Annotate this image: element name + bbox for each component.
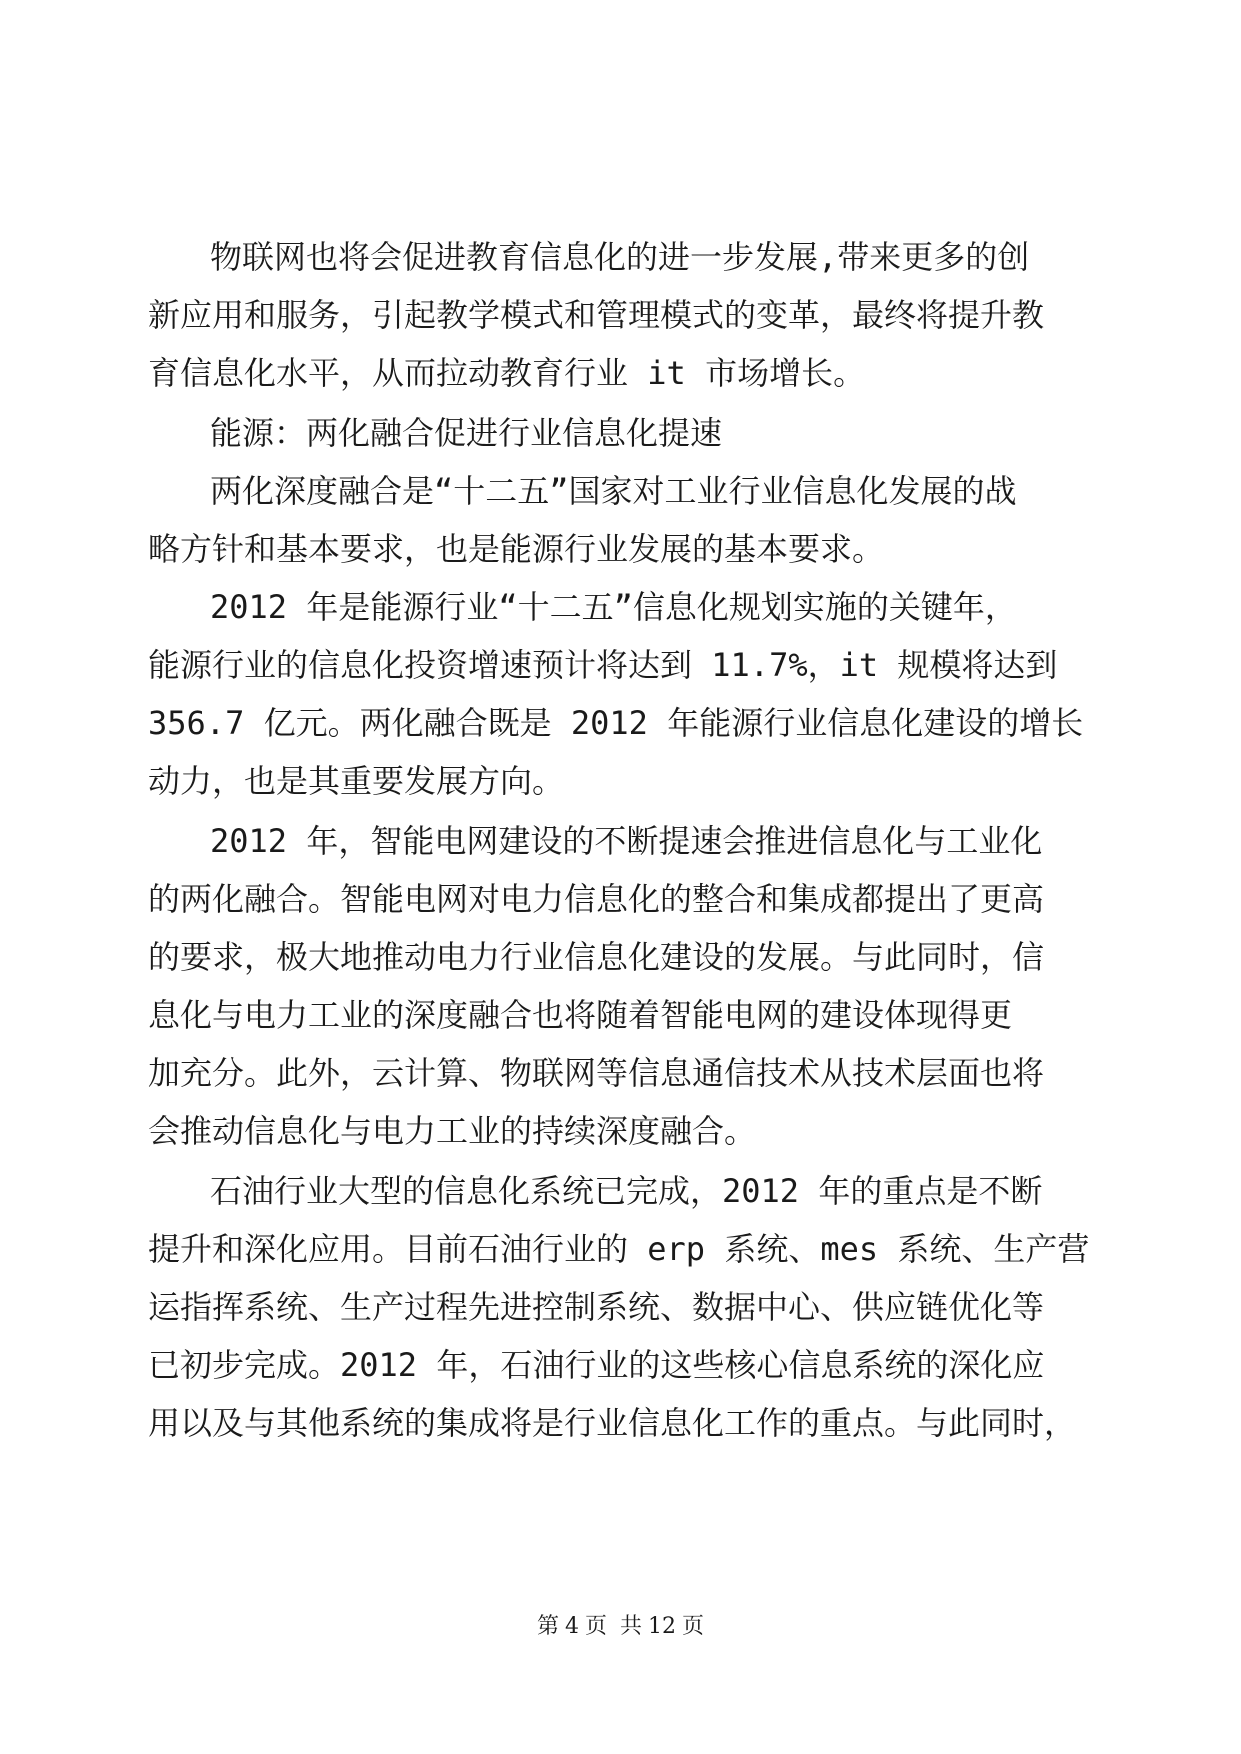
- paragraph-line: 已初步完成。2012 年，石油行业的这些核心信息系统的深化应: [148, 1346, 1045, 1384]
- paragraph-line: 356.7 亿元。两化融合既是 2012 年能源行业信息化建设的增长: [148, 704, 1084, 742]
- paragraph-line: 新应用和服务，引起教学模式和管理模式的变革，最终将提升教: [148, 296, 1045, 334]
- paragraph-line: 用以及与其他系统的集成将是行业信息化工作的重点。与此同时，: [148, 1404, 1077, 1442]
- paragraph-line: 能源行业的信息化投资增速预计将达到 11.7%，it 规模将达到: [148, 646, 1058, 684]
- paragraph-line: 动力，也是其重要发展方向。: [148, 762, 565, 800]
- page-prefix: 第: [536, 1614, 559, 1639]
- paragraph-line: 运指挥系统、生产过程先进控制系统、数据中心、供应链优化等: [148, 1288, 1045, 1326]
- paragraph-line: 的要求，极大地推动电力行业信息化建设的发展。与此同时，信: [148, 938, 1045, 976]
- total-prefix: 共: [620, 1614, 643, 1639]
- paragraph-line: 略方针和基本要求，也是能源行业发展的基本要求。: [148, 530, 885, 568]
- paragraph-line: 息化与电力工业的深度融合也将随着智能电网的建设体现得更: [148, 996, 1013, 1034]
- paragraph-line: 提升和深化应用。目前石油行业的 erp 系统、mes 系统、生产营: [148, 1230, 1090, 1268]
- total-label: 页: [682, 1614, 705, 1639]
- paragraph-line: 2012 年是能源行业“十二五”信息化规划实施的关键年，: [210, 588, 1017, 626]
- total-pages: 12: [648, 1614, 677, 1639]
- paragraph-line: 石油行业大型的信息化系统已完成，2012 年的重点是不断: [210, 1172, 1043, 1210]
- paragraph-line: 2012 年，智能电网建设的不断提速会推进信息化与工业化: [210, 822, 1043, 860]
- paragraph-line: 会推动信息化与电力工业的持续深度融合。: [148, 1112, 757, 1150]
- page-footer: [0, 1612, 1241, 1642]
- page-label: 页: [584, 1614, 607, 1639]
- page-number: 4: [564, 1614, 579, 1639]
- section-heading: 能源：两化融合促进行业信息化提速: [210, 414, 723, 452]
- paragraph-line: 的两化融合。智能电网对电力信息化的整合和集成都提出了更高: [148, 880, 1045, 918]
- paragraph-line: 两化深度融合是“十二五”国家对工业行业信息化发展的战: [210, 472, 1017, 510]
- paragraph-line: 加充分。此外，云计算、物联网等信息通信技术从技术层面也将: [148, 1054, 1045, 1092]
- paragraph-line: 物联网也将会促进教育信息化的进一步发展,带来更多的创: [210, 238, 1030, 276]
- paragraph-line: 育信息化水平，从而拉动教育行业 it 市场增长。: [148, 354, 866, 392]
